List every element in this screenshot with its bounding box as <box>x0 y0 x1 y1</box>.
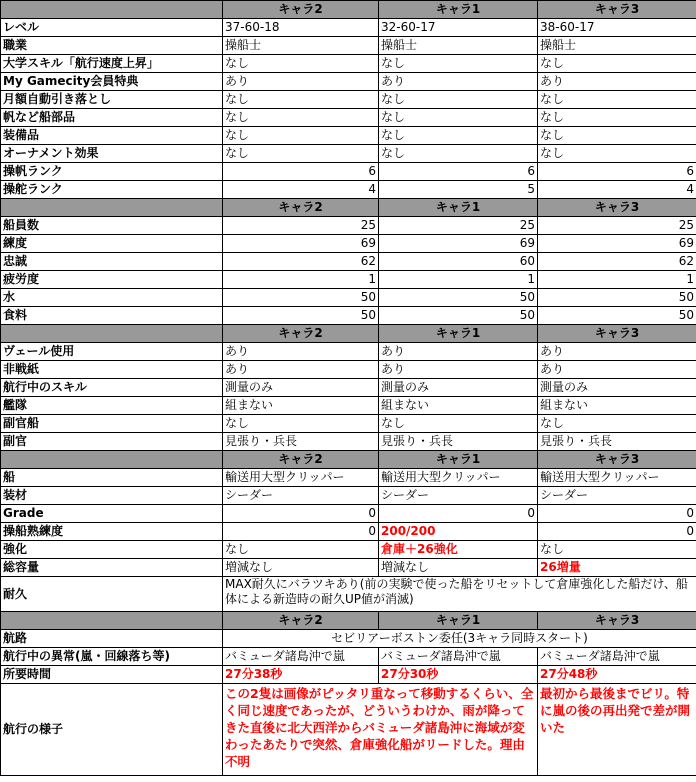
table-row <box>1 361 696 379</box>
value-cell[interactable]: 50 <box>379 289 538 307</box>
header-row <box>1 451 696 469</box>
table-row <box>1 541 696 559</box>
header-cell[interactable]: キャラ2 <box>223 325 379 343</box>
value-cell[interactable]: 1 <box>379 271 538 289</box>
row-label[interactable]: ヴェール使用 <box>1 343 223 361</box>
value-cell[interactable]: あり <box>223 361 379 379</box>
value-cell[interactable]: なし <box>223 541 379 559</box>
value-cell[interactable]: 見張り・兵長 <box>379 433 538 451</box>
value-cell[interactable]: 組まない <box>379 397 538 415</box>
table-row <box>1 181 696 199</box>
value-cell[interactable]: 27分38秒 <box>223 666 379 684</box>
row-label[interactable]: 艦隊 <box>1 397 223 415</box>
row-label[interactable]: 操船熟練度 <box>1 523 223 541</box>
row-label[interactable]: 総容量 <box>1 559 223 577</box>
row-label[interactable]: 航行中の異常(嵐・回線落ち等) <box>1 648 223 666</box>
value-cell[interactable]: 37-60-18 <box>223 19 379 37</box>
row-label[interactable]: 食料 <box>1 307 223 325</box>
value-cell[interactable]: 0 <box>223 523 379 541</box>
value-cell[interactable]: なし <box>379 415 538 433</box>
value-cell[interactable]: 輸送用大型クリッパー <box>538 469 696 487</box>
value-cell[interactable]: なし <box>379 109 538 127</box>
value-cell[interactable]: なし <box>538 127 696 145</box>
row-label[interactable]: 操舵ランク <box>1 181 223 199</box>
value-cell[interactable]: なし <box>223 55 379 73</box>
value-cell[interactable]: 5 <box>379 181 538 199</box>
table-row <box>1 559 696 577</box>
route-value[interactable]: セビリアーボストン委任(3キャラ同時スタート) <box>223 630 696 648</box>
value-cell[interactable]: 6 <box>379 163 538 181</box>
table-row <box>1 127 696 145</box>
value-cell[interactable]: 見張り・兵長 <box>538 433 696 451</box>
value-cell[interactable]: 27分48秒 <box>538 666 696 684</box>
value-cell[interactable]: 69 <box>538 235 696 253</box>
value-cell[interactable]: 27分30秒 <box>379 666 538 684</box>
row-label[interactable]: 船 <box>1 469 223 487</box>
header-cell-blank[interactable] <box>1 199 223 217</box>
value-cell[interactable]: 増減なし <box>223 559 379 577</box>
value-cell[interactable]: 200/200 <box>379 523 538 541</box>
table-row <box>1 55 696 73</box>
value-cell[interactable]: なし <box>379 145 538 163</box>
value-cell[interactable]: 62 <box>538 253 696 271</box>
value-cell[interactable]: 60 <box>379 253 538 271</box>
value-cell[interactable]: なし <box>538 109 696 127</box>
table-row <box>1 469 696 487</box>
table-row <box>1 235 696 253</box>
value-cell[interactable]: 26増量 <box>538 559 696 577</box>
value-cell[interactable]: シーダー <box>379 487 538 505</box>
value-cell[interactable]: なし <box>538 415 696 433</box>
value-cell[interactable]: あり <box>379 343 538 361</box>
value-cell[interactable]: 輸送用大型クリッパー <box>379 469 538 487</box>
value-cell[interactable]: 操船士 <box>379 37 538 55</box>
row-label[interactable]: 航行中のスキル <box>1 379 223 397</box>
header-row <box>1 325 696 343</box>
durability-note[interactable]: MAX耐久にバラツキあり(前の実験で使った船をリセットして倉庫強化した船だけ、船体による新造時の耐久UP値が消滅) <box>223 577 696 612</box>
value-cell[interactable]: 4 <box>223 181 379 199</box>
row-label[interactable]: 副官船 <box>1 415 223 433</box>
row-label[interactable]: My Gamecity会員特典 <box>1 73 223 91</box>
row-label[interactable]: 副官 <box>1 433 223 451</box>
row-label[interactable]: 航行の様子 <box>1 684 223 776</box>
table-row <box>1 415 696 433</box>
header-cell[interactable]: キャラ3 <box>538 199 696 217</box>
value-cell[interactable]: 69 <box>223 235 379 253</box>
value-cell[interactable]: 0 <box>223 505 379 523</box>
row-label[interactable]: 装材 <box>1 487 223 505</box>
row-label[interactable]: レベル <box>1 19 223 37</box>
value-cell[interactable]: なし <box>223 145 379 163</box>
header-cell-blank[interactable] <box>1 451 223 469</box>
value-cell[interactable]: 見張り・兵長 <box>223 433 379 451</box>
value-cell[interactable]: なし <box>379 91 538 109</box>
row-label[interactable]: 練度 <box>1 235 223 253</box>
header-row <box>1 199 696 217</box>
value-cell[interactable]: 50 <box>379 307 538 325</box>
value-cell[interactable]: シーダー <box>223 487 379 505</box>
value-cell[interactable]: 38-60-17 <box>538 19 696 37</box>
value-cell[interactable]: 組まない <box>223 397 379 415</box>
value-cell[interactable]: バミューダ諸島沖で嵐 <box>379 648 538 666</box>
table-row <box>1 91 696 109</box>
value-cell[interactable]: なし <box>223 109 379 127</box>
header-row <box>1 612 696 630</box>
header-cell[interactable]: キャラ1 <box>379 1 538 19</box>
value-cell[interactable]: 6 <box>223 163 379 181</box>
header-cell[interactable]: キャラ1 <box>379 325 538 343</box>
header-cell-blank[interactable] <box>1 325 223 343</box>
value-cell[interactable]: 50 <box>538 307 696 325</box>
header-cell[interactable]: キャラ3 <box>538 451 696 469</box>
row-label[interactable]: 操帆ランク <box>1 163 223 181</box>
header-cell[interactable]: キャラ2 <box>223 199 379 217</box>
value-cell[interactable]: あり <box>538 343 696 361</box>
header-cell[interactable]: キャラ2 <box>223 451 379 469</box>
value-cell[interactable]: なし <box>379 127 538 145</box>
row-label[interactable]: 船員数 <box>1 217 223 235</box>
row-label[interactable]: 帆など船部品 <box>1 109 223 127</box>
row-label[interactable]: 水 <box>1 289 223 307</box>
value-cell[interactable]: バミューダ諸島沖で嵐 <box>538 648 696 666</box>
value-cell[interactable]: あり <box>379 73 538 91</box>
value-cell[interactable]: 1 <box>538 271 696 289</box>
value-cell[interactable]: あり <box>223 343 379 361</box>
value-cell[interactable]: 操船士 <box>538 37 696 55</box>
header-cell[interactable]: キャラ1 <box>379 451 538 469</box>
value-cell[interactable]: バミューダ諸島沖で嵐 <box>223 648 379 666</box>
value-cell[interactable]: 増減なし <box>379 559 538 577</box>
value-cell[interactable]: なし <box>538 91 696 109</box>
table-row <box>1 307 696 325</box>
row-label[interactable]: 月額自動引き落とし <box>1 91 223 109</box>
table-row <box>1 253 696 271</box>
table-row <box>1 379 696 397</box>
row-label[interactable]: 航路 <box>1 630 223 648</box>
header-row <box>1 1 696 19</box>
table-row <box>1 505 696 523</box>
value-cell[interactable]: 0 <box>538 523 696 541</box>
value-cell[interactable]: なし <box>538 55 696 73</box>
value-cell[interactable]: 1 <box>223 271 379 289</box>
row-label[interactable]: 強化 <box>1 541 223 559</box>
table-row <box>1 163 696 181</box>
table-row <box>1 577 696 612</box>
value-cell[interactable]: あり <box>538 361 696 379</box>
row-label[interactable]: 耐久 <box>1 577 223 612</box>
value-cell[interactable]: なし <box>538 145 696 163</box>
table-row <box>1 397 696 415</box>
value-cell[interactable]: 69 <box>379 235 538 253</box>
value-cell[interactable]: なし <box>223 127 379 145</box>
row-label[interactable]: 職業 <box>1 37 223 55</box>
value-cell[interactable]: あり <box>379 361 538 379</box>
value-cell[interactable]: 0 <box>379 505 538 523</box>
header-cell[interactable]: キャラ1 <box>379 612 538 630</box>
row-label[interactable]: 非戦紙 <box>1 361 223 379</box>
table-row <box>1 109 696 127</box>
notes-right[interactable]: 最初から最後までビリ。特に嵐の後の再出発で差が開いた <box>538 684 696 776</box>
value-cell[interactable]: 測量のみ <box>379 379 538 397</box>
value-cell[interactable]: なし <box>379 55 538 73</box>
value-cell[interactable]: 0 <box>538 505 696 523</box>
table-row <box>1 217 696 235</box>
table-row <box>1 666 696 684</box>
header-cell[interactable]: キャラ3 <box>538 325 696 343</box>
table-row <box>1 73 696 91</box>
table-row <box>1 433 696 451</box>
table-row <box>1 343 696 361</box>
header-cell[interactable]: キャラ2 <box>223 1 379 19</box>
value-cell[interactable]: シーダー <box>538 487 696 505</box>
table-row <box>1 37 696 55</box>
value-cell[interactable]: なし <box>538 541 696 559</box>
row-label[interactable]: 装備品 <box>1 127 223 145</box>
row-label[interactable]: オーナメント効果 <box>1 145 223 163</box>
header-cell-blank[interactable] <box>1 612 223 630</box>
value-cell[interactable]: あり <box>538 73 696 91</box>
table-row <box>1 630 696 648</box>
value-cell[interactable]: 62 <box>223 253 379 271</box>
value-cell[interactable]: 4 <box>538 181 696 199</box>
table-row <box>1 19 696 37</box>
notes-left[interactable]: この2隻は画像がピッタリ重なって移動するくらい、全く同じ速度であったが、どういうわけか、雨が降ってきた直後に北大西洋からバミューダ諸島沖に海域が変わったあたりで突然、倉庫強化船がリードした。理由不明 <box>223 684 538 776</box>
value-cell[interactable]: 測量のみ <box>223 379 379 397</box>
header-cell[interactable]: キャラ3 <box>538 612 696 630</box>
value-cell[interactable]: 25 <box>223 217 379 235</box>
table-row <box>1 684 696 776</box>
header-cell[interactable]: キャラ2 <box>223 612 379 630</box>
table-row <box>1 487 696 505</box>
value-cell[interactable]: 操船士 <box>223 37 379 55</box>
value-cell[interactable]: 測量のみ <box>538 379 696 397</box>
table-row <box>1 145 696 163</box>
value-cell[interactable]: 6 <box>538 163 696 181</box>
value-cell[interactable]: 50 <box>223 289 379 307</box>
table-row <box>1 271 696 289</box>
value-cell[interactable]: 輸送用大型クリッパー <box>223 469 379 487</box>
header-cell[interactable]: キャラ3 <box>538 1 696 19</box>
row-label[interactable]: Grade <box>1 505 223 523</box>
header-cell[interactable]: キャラ1 <box>379 199 538 217</box>
value-cell[interactable]: 25 <box>379 217 538 235</box>
value-cell[interactable]: 50 <box>223 307 379 325</box>
value-cell[interactable]: なし <box>223 415 379 433</box>
row-label[interactable]: 大学スキル「航行速度上昇」 <box>1 55 223 73</box>
table-row <box>1 289 696 307</box>
value-cell[interactable]: 倉庫＋26強化 <box>379 541 538 559</box>
value-cell[interactable]: あり <box>223 73 379 91</box>
table-row <box>1 523 696 541</box>
row-label[interactable]: 所要時間 <box>1 666 223 684</box>
row-label[interactable]: 疲労度 <box>1 271 223 289</box>
header-cell-blank[interactable] <box>1 1 223 19</box>
value-cell[interactable]: 50 <box>538 289 696 307</box>
value-cell[interactable]: 25 <box>538 217 696 235</box>
table-row <box>1 648 696 666</box>
value-cell[interactable]: 32-60-17 <box>379 19 538 37</box>
value-cell[interactable]: 組まない <box>538 397 696 415</box>
value-cell[interactable]: なし <box>223 91 379 109</box>
row-label[interactable]: 忠誠 <box>1 253 223 271</box>
